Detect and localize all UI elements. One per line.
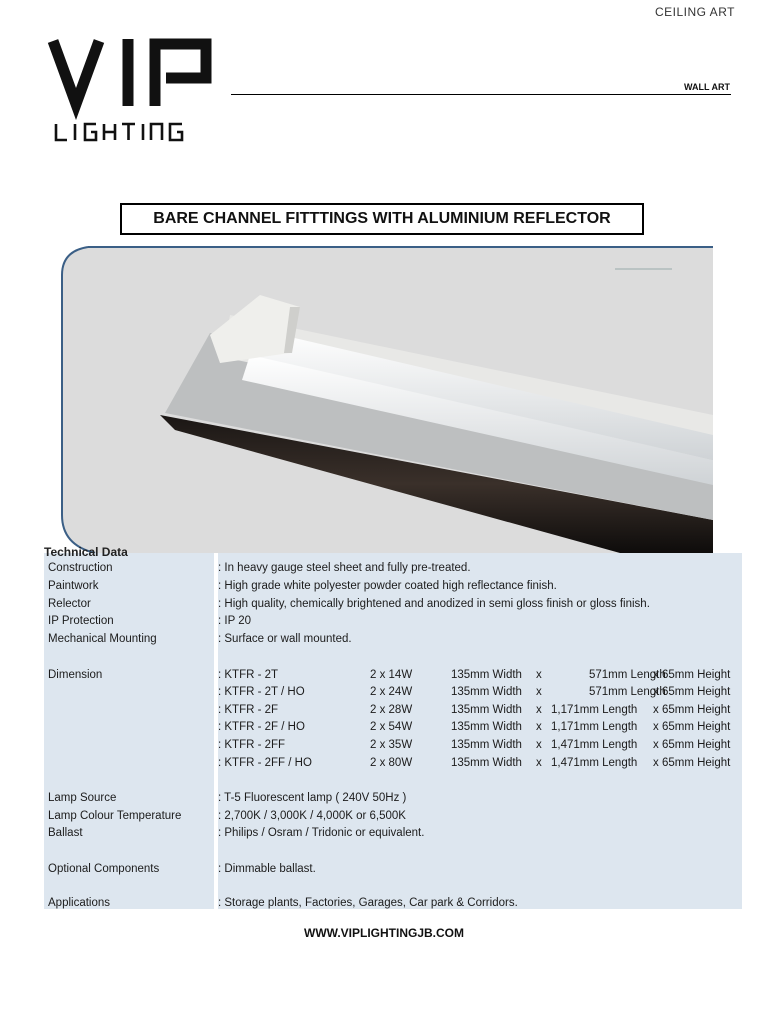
spec-value: : T-5 Fluorescent lamp ( 240V 50Hz ) xyxy=(218,792,407,804)
spec-label: Paintwork xyxy=(48,580,99,592)
dimension-width: 135mm Width xyxy=(451,669,522,681)
dimension-power: 2 x 54W xyxy=(370,721,413,733)
dimension-model: : KTFR - 2FF xyxy=(218,739,286,751)
dimension-x: x xyxy=(536,721,542,733)
dimension-power: 2 x 14W xyxy=(370,669,413,681)
dimension-width: 135mm Width xyxy=(451,757,522,769)
spec-label: IP Protection xyxy=(48,615,114,627)
spec-value: : Dimmable ballast. xyxy=(218,863,316,875)
dimension-x: x xyxy=(536,739,542,751)
technical-data-panel xyxy=(44,545,742,909)
spec-value: : IP 20 xyxy=(218,615,252,627)
spec-value-column xyxy=(218,553,742,909)
dimension-model: : KTFR - 2T / HO xyxy=(218,686,305,698)
dimension-width: 135mm Width xyxy=(451,704,522,716)
dimension-length: 1,171mm Length xyxy=(551,721,638,733)
dimension-power: 2 x 35W xyxy=(370,739,413,751)
header-divider xyxy=(231,94,731,95)
dimension-height: x 65mm Height xyxy=(653,739,731,751)
spec-label: Lamp Source xyxy=(48,792,117,804)
dimension-power: 2 x 80W xyxy=(370,757,413,769)
spec-label: Construction xyxy=(48,562,113,574)
dimension-model: : KTFR - 2F xyxy=(218,704,279,716)
dimension-height: x 65mm Height xyxy=(653,757,731,769)
spec-label: Lamp Colour Temperature xyxy=(48,810,182,822)
dimension-height: x 65mm Height xyxy=(653,704,731,716)
technical-data-heading: Technical Data xyxy=(44,545,128,559)
spec-value: : 2,700K / 3,000K / 4,000K or 6,500K xyxy=(218,810,406,822)
dimension-length: 1,171mm Length xyxy=(551,704,638,716)
product-photo xyxy=(60,245,713,553)
dimension-x: x xyxy=(536,669,542,681)
spec-label: Optional Components xyxy=(48,863,160,875)
dimension-model: : KTFR - 2T xyxy=(218,669,279,681)
ceiling-art-label: CEILING ART xyxy=(655,5,735,19)
dimension-width: 135mm Width xyxy=(451,721,522,733)
spec-label: Mechanical Mounting xyxy=(48,633,157,645)
dimension-height: x 65mm Height xyxy=(653,686,731,698)
spec-value: : In heavy gauge steel sheet and fully pre-treated. xyxy=(218,562,471,574)
spec-label-dimension: Dimension xyxy=(48,669,103,681)
spec-label: Relector xyxy=(48,598,91,610)
spec-value: : Philips / Osram / Tridonic or equivalent. xyxy=(218,827,425,839)
dimension-power: 2 x 28W xyxy=(370,704,413,716)
dimension-power: 2 x 24W xyxy=(370,686,413,698)
spec-label: Ballast xyxy=(48,827,83,839)
spec-value: : High quality, chemically brightened and anodized in semi gloss finish or gloss finish. xyxy=(218,598,650,610)
spec-value: : Surface or wall mounted. xyxy=(218,633,352,645)
dimension-length: 1,471mm Length xyxy=(551,757,638,769)
dimension-width: 135mm Width xyxy=(451,739,522,751)
spec-value: : Storage plants, Factories, Garages, Car park & Corridors. xyxy=(218,897,518,909)
dimension-model: : KTFR - 2FF / HO xyxy=(218,757,312,769)
spec-label-column xyxy=(44,545,214,909)
vip-lighting-logo xyxy=(48,36,234,146)
dimension-length: 571mm Length xyxy=(589,686,666,698)
spec-value: : High grade white polyester powder coated high reflectance finish. xyxy=(218,580,557,592)
website-url[interactable]: WWW.VIPLIGHTINGJB.COM xyxy=(304,926,464,940)
spec-label: Applications xyxy=(48,897,111,909)
dimension-height: x 65mm Height xyxy=(653,721,731,733)
dimension-x: x xyxy=(536,757,542,769)
dimension-x: x xyxy=(536,704,542,716)
dimension-width: 135mm Width xyxy=(451,686,522,698)
dimension-x: x xyxy=(536,686,542,698)
page-title: BARE CHANNEL FITTTINGS WITH ALUMINIUM REFLECTOR xyxy=(120,203,644,235)
dimension-height: x 65mm Height xyxy=(653,669,731,681)
dimension-length: 571mm Length xyxy=(589,669,666,681)
dimension-length: 1,471mm Length xyxy=(551,739,638,751)
dimension-model: : KTFR - 2F / HO xyxy=(218,721,305,733)
wall-art-label: WALL ART xyxy=(684,82,730,92)
